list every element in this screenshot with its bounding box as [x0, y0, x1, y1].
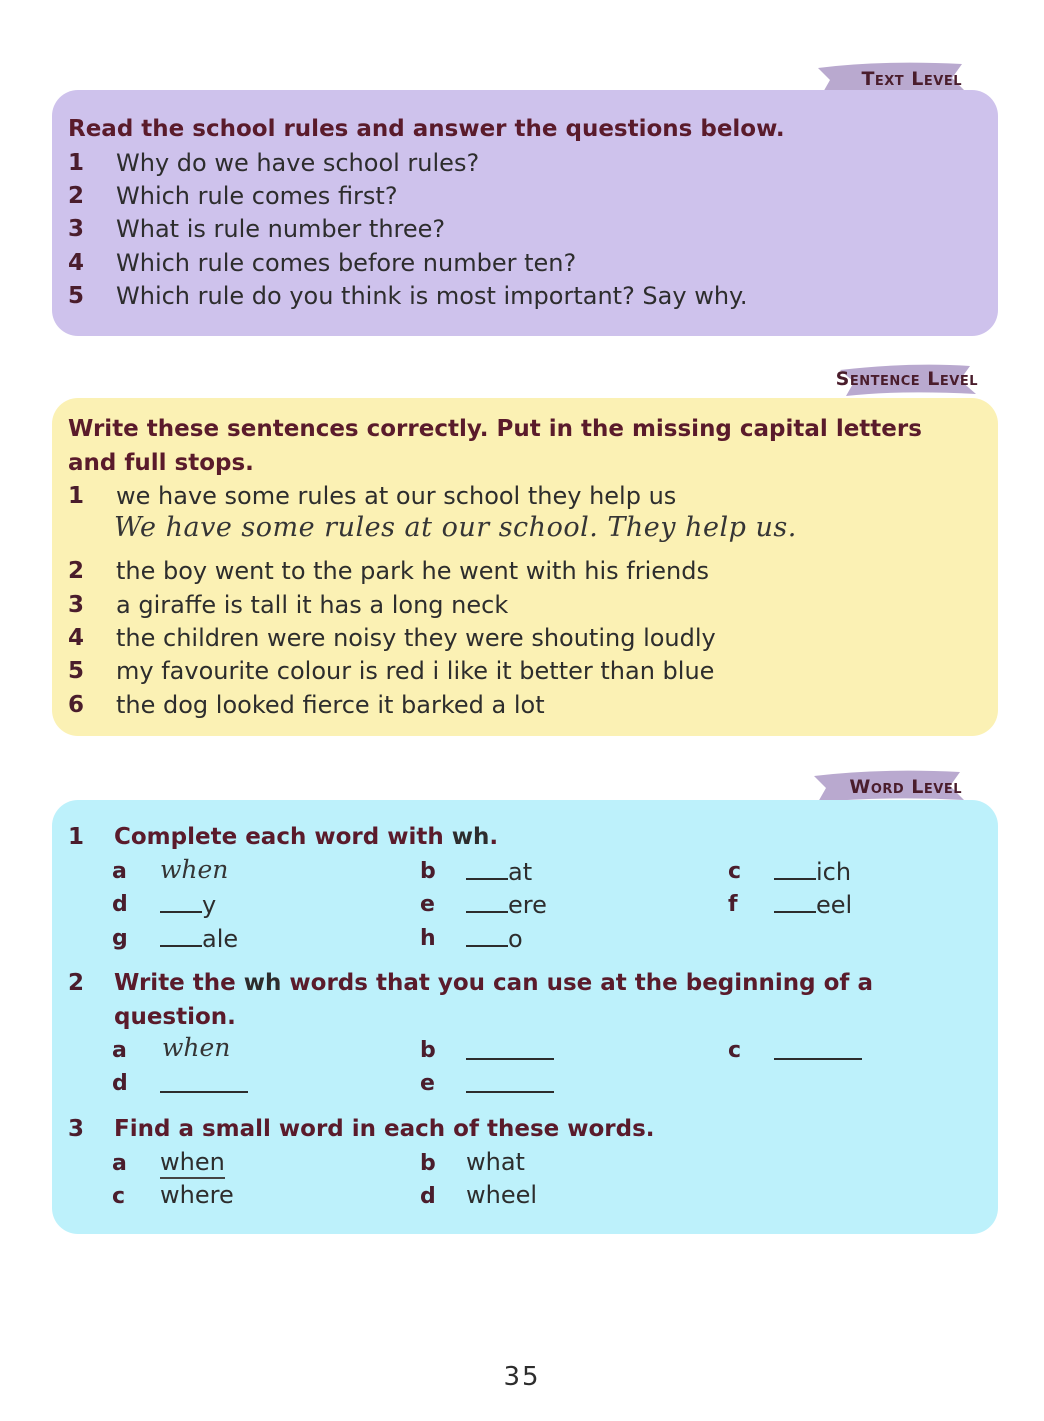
fill-item: [466, 856, 532, 886]
fill-item: [466, 1036, 554, 1066]
item-letter: b: [420, 859, 436, 884]
question-text: Which rule comes first?: [116, 182, 398, 210]
question-text: Why do we have school rules?: [116, 149, 480, 177]
item-letter: d: [420, 1184, 436, 1209]
sentence-level-label: Sentence Level: [835, 368, 978, 390]
item-letter: d: [112, 892, 128, 917]
word-level-tag: [800, 770, 970, 804]
question-bold: wh: [451, 824, 490, 850]
item-letter: a: [112, 1038, 127, 1063]
sentence-number: 5: [68, 658, 85, 684]
fill-item: [774, 889, 852, 919]
sentence-level-heading-line1: Write these sentences correctly. Put in the missing capital letters: [68, 416, 922, 442]
question-number: 2: [68, 970, 85, 996]
answer-blank[interactable]: [774, 1036, 862, 1060]
fill-item: [160, 923, 238, 953]
item-letter: b: [420, 1038, 436, 1063]
item-word: wheel: [466, 1181, 538, 1209]
word-level-label: Word Level: [849, 776, 962, 798]
item-suffix: eel: [816, 891, 853, 919]
question-number: 2: [68, 183, 85, 209]
question-heading: [114, 966, 873, 1000]
sentence-text: my favourite colour is red i like it better than blue: [116, 657, 715, 685]
item-letter: c: [112, 1184, 126, 1209]
item-letter: d: [112, 1071, 128, 1096]
sentence-text: a giraffe is tall it has a long neck: [116, 591, 509, 619]
sentence-level-tag: [800, 362, 986, 396]
fill-item: [160, 1069, 248, 1099]
sentence-number: 6: [68, 692, 85, 718]
answer-blank[interactable]: [466, 923, 508, 947]
question-bold: wh: [243, 970, 282, 996]
answer-blank[interactable]: [466, 1036, 554, 1060]
item-letter: c: [728, 859, 742, 884]
sentence-level-heading-line2: and full stops.: [68, 450, 254, 476]
item-letter: a: [112, 1151, 127, 1176]
fill-item: [466, 923, 523, 953]
question-number: 5: [68, 283, 85, 309]
item-suffix: y: [202, 891, 217, 919]
sentence-number: 4: [68, 625, 85, 651]
item-answer: when: [160, 855, 229, 884]
item-letter: e: [420, 892, 435, 917]
answer-blank[interactable]: [466, 1069, 554, 1093]
example-answer: We have some rules at our school. They help us.: [114, 512, 797, 543]
text-level-label: Text Level: [861, 68, 962, 90]
item-word: where: [160, 1181, 234, 1209]
question-text: Complete each word with: [114, 824, 452, 850]
question-heading-cont: question.: [114, 1004, 236, 1030]
item-suffix: ale: [202, 925, 239, 953]
page-number: 35: [503, 1362, 541, 1392]
answer-blank[interactable]: [774, 856, 816, 880]
item-letter: g: [112, 926, 128, 951]
text-level-heading: Read the school rules and answer the questions below.: [68, 116, 785, 142]
fill-item: [466, 1069, 554, 1099]
sentence-number: 1: [68, 483, 85, 509]
answer-blank[interactable]: [160, 1069, 248, 1093]
answer-blank[interactable]: [466, 856, 508, 880]
item-letter: f: [728, 892, 738, 917]
sentence-number: 2: [68, 558, 85, 584]
sentence-text: the dog looked fierce it barked a lot: [116, 691, 545, 719]
item-word: [160, 1148, 225, 1176]
question-heading: [114, 820, 498, 854]
item-letter: h: [420, 926, 436, 951]
question-number: 1: [68, 150, 85, 176]
item-word-text: when: [160, 1148, 225, 1179]
item-letter: b: [420, 1151, 436, 1176]
question-text: Write the: [114, 970, 244, 996]
item-word: what: [466, 1148, 525, 1176]
item-letter: c: [728, 1038, 742, 1063]
question-text: Which rule comes before number ten?: [116, 249, 577, 277]
question-text: words that you can use at the beginning of a: [281, 970, 873, 996]
answer-blank[interactable]: [160, 923, 202, 947]
question-text: What is rule number three?: [116, 215, 446, 243]
question-text: Which rule do you think is most important? Say why.: [116, 282, 748, 310]
sentence-text: the boy went to the park he went with his friends: [116, 557, 709, 585]
fill-item: [466, 889, 547, 919]
item-letter: a: [112, 859, 127, 884]
question-end: .: [489, 824, 499, 850]
sentence-text: the children were noisy they were shouting loudly: [116, 624, 716, 652]
sentence-number: 3: [68, 592, 85, 618]
fill-item: [774, 1036, 862, 1066]
item-suffix: ere: [508, 891, 547, 919]
fill-item: [774, 856, 851, 886]
item-letter: e: [420, 1071, 435, 1096]
item-suffix: o: [508, 925, 523, 953]
question-number: 3: [68, 216, 85, 242]
answer-blank[interactable]: [160, 889, 202, 913]
question-number: 1: [68, 824, 85, 850]
question-number: 3: [68, 1116, 85, 1142]
question-number: 4: [68, 250, 85, 276]
answer-blank[interactable]: [774, 889, 816, 913]
fill-item: [160, 889, 216, 919]
question-heading: Find a small word in each of these words.: [114, 1116, 655, 1142]
item-suffix: ich: [816, 858, 852, 886]
answer-blank[interactable]: [466, 889, 508, 913]
item-suffix: at: [508, 858, 533, 886]
sentence-text: we have some rules at our school they help us: [116, 482, 677, 510]
item-answer: when: [162, 1033, 231, 1062]
